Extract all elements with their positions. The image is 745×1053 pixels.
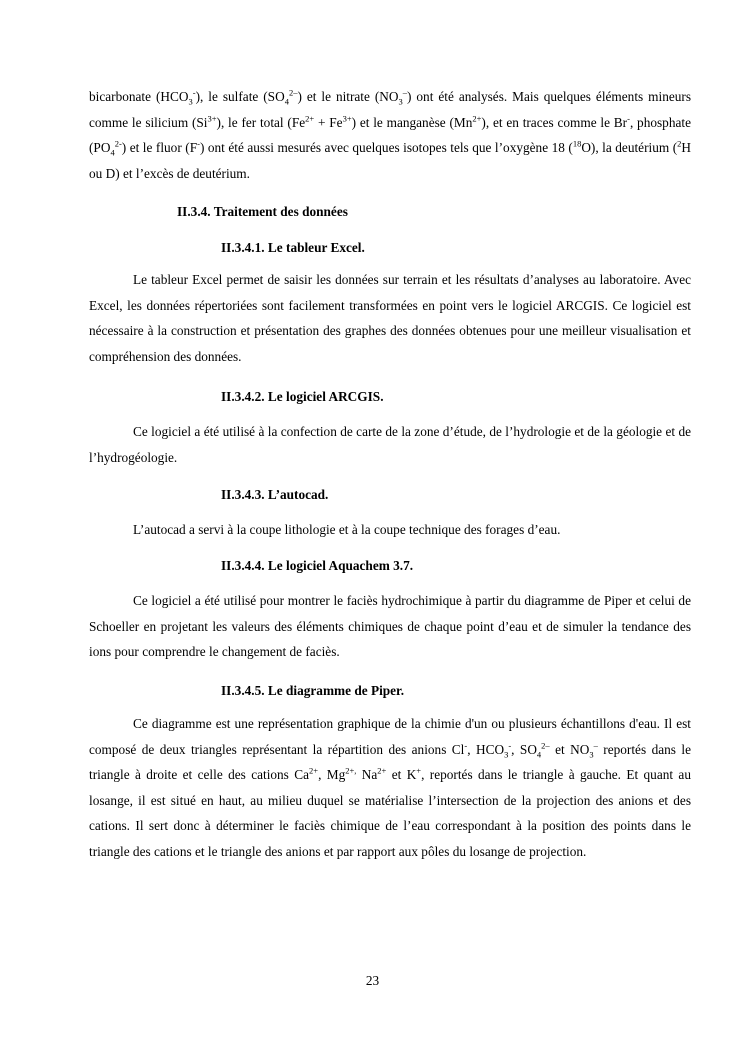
paragraph-excel: Le tableur Excel permet de saisir les données sur terrain et les résultats d’analyses au laboratoire. Avec Excel, les données répertoriées sont facilement transformées en point vers le logiciel ARCGIS. Ce logiciel est nécessaire à la construction et présentation des graphes des données obtenues pour une meilleur visualisation et compréhension des données. [89,272,691,364]
text: O), la deutérium ( [581,140,678,156]
heading-tableur-excel: II.3.4.1. Le tableur Excel. [221,240,365,255]
heading-diagramme-piper: II.3.4.5. Le diagramme de Piper. [221,683,405,698]
heading-autocad: II.3.4.3. L’autocad. [221,487,329,502]
subscript: 3 [504,749,509,760]
text: Na [356,767,378,783]
text: ) et le nitrate (NO [297,89,399,104]
heading-traitement-donnees: II.3.4. Traitement des données [177,204,348,219]
text: ) ont été aussi mesurés avec quelques isotopes tels que l’oxygène 18 ( [199,140,573,156]
subscript: 3 [188,96,193,107]
text: ) et le fluor (F [121,140,198,156]
paragraph-piper [89,711,691,865]
superscript: 2 [677,138,682,149]
text: , Mg [318,767,346,783]
text: Ce diagramme est une représentation graphique de la chimie d'un ou plusieurs échantillons d'eau. Il est composé de deux triangles représentant la répartition des anions Cl [89,716,691,757]
superscript: - [197,138,200,149]
text: , HCO [467,741,505,757]
text: H ou D) et l’excès de deutérium. [89,140,691,181]
text: ), le sulfate (SO [195,89,285,104]
superscript: - [192,87,196,98]
text: , reportés dans le triangle à gauche. Et quant au losange, il est situé en haut, au milieu duquel se matérialise l’intersection de la projection des anions et des cations. Il sert donc à déterminer le faciès chimique de l’eau correspondant à la position des points dans le triangle des cations et le triangle des anions et par rapport aux pôles du losange de projection. [89,767,691,859]
text: , SO [511,741,537,757]
superscript: 2– [288,87,298,98]
text: ), et en traces comme le Br [481,114,628,130]
superscript: 18 [572,138,582,149]
paragraph-autocad: L’autocad a servi à la coupe lithologie et à la coupe technique des forages d’eau. [133,522,561,537]
superscript: 3+ [342,113,352,124]
text: reportés dans le triangle à droite et celle des cations Ca [89,741,691,783]
heading-logiciel-arcgis: II.3.4.2. Le logiciel ARCGIS. [221,389,384,404]
subscript: 3 [398,96,403,107]
superscript: 2+ [377,765,387,776]
subscript: 4 [284,96,289,107]
text: et K [386,767,417,783]
superscript: 2– [541,740,550,751]
paragraph-aquachem: Ce logiciel a été utilisé pour montrer le faciès hydrochimique à partir du diagramme de Piper et celui de Schoeller en projetant les valeurs des éléments chimiques de chaque point d’eau et de simuler la tendance des ions pour comprendre le changement de faciès. [89,593,691,660]
superscript: - [508,740,512,751]
text: + Fe [314,114,343,130]
superscript: 2+, [345,765,357,776]
superscript: 2+ [309,765,319,776]
text: ) et le manganèse (Mn [351,114,473,130]
text: ) ont été analysés. Mais quelques éléments mineurs comme le silicium (Si [89,89,691,130]
superscript: - [464,740,468,751]
paragraph-analyses [89,84,691,186]
text: bicarbonate (HCO [89,89,189,104]
superscript: – [593,740,598,751]
subscript: 4 [536,749,542,760]
subscript: 3 [589,749,594,760]
superscript: + [416,765,422,776]
heading-aquachem: II.3.4.4. Le logiciel Aquachem 3.7. [221,558,414,573]
superscript: 2+ [305,113,315,124]
subscript: 4 [110,147,115,158]
superscript: - [627,113,630,124]
superscript: 3+ [207,113,217,124]
paragraph-arcgis: Ce logiciel a été utilisé à la confection de carte de la zone d’étude, de l’hydrologie et de la géologie et de l’hydrogéologie. [89,424,691,465]
superscript: 2- [114,138,122,149]
page-number: 23 [365,973,380,988]
text: et NO [549,741,590,757]
text: ), le fer total (Fe [216,114,306,130]
superscript: 2+ [472,113,482,124]
superscript: – [402,87,408,98]
text: , phosphate (PO [89,114,691,156]
